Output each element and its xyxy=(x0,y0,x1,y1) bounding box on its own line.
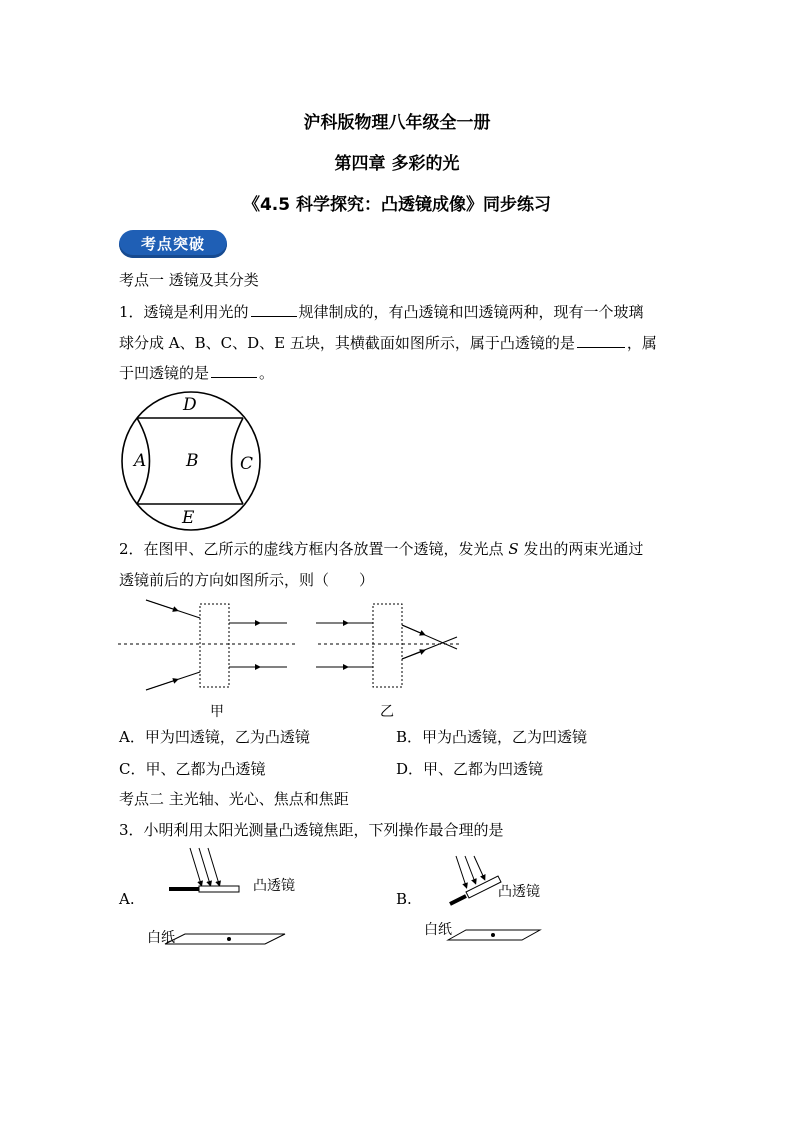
doc-title: 沪科版物理八年级全一册 xyxy=(303,113,491,133)
sun-ray xyxy=(456,856,466,886)
light-spot xyxy=(491,933,495,937)
lens-box-jia xyxy=(200,604,229,687)
q1-text: 规律制成的，有凸透镜和凹透镜两种，现有一个玻璃 xyxy=(298,303,644,321)
q1-text: 于凹透镜的是 xyxy=(119,364,210,382)
q1-text: 1．透镜是利用光的 xyxy=(119,303,249,321)
answer-blank[interactable] xyxy=(577,333,625,348)
lens-handle xyxy=(169,887,199,891)
chapter-title: 第四章 多彩的光 xyxy=(334,154,460,174)
convex-lens xyxy=(199,886,239,892)
label-yi: 乙 xyxy=(380,704,394,720)
q2-text: 发出的两束光通过 xyxy=(518,540,644,558)
answer-blank[interactable] xyxy=(211,363,257,378)
lens-handle xyxy=(450,896,466,904)
q2-option-d[interactable]: D．甲、乙都为凹透镜 xyxy=(396,760,544,778)
q1-line-2 xyxy=(119,333,657,353)
q1-line-3 xyxy=(119,363,274,383)
q3-option-a[interactable]: A. xyxy=(119,890,135,908)
q3-figure-a xyxy=(145,848,305,948)
sun-ray xyxy=(190,848,201,884)
q2-line-1 xyxy=(119,539,643,559)
label-c: C xyxy=(240,454,254,474)
point-s: S xyxy=(508,540,519,558)
q2-line-2: 透镜前后的方向如图所示，则（ ） xyxy=(119,571,375,589)
lesson-title: 《4.5 科学探究：凸透镜成像》同步练习 xyxy=(242,195,552,215)
label-a: A xyxy=(134,451,147,471)
q1-text: 。 xyxy=(259,364,275,382)
section-badge: 考点突破 xyxy=(119,230,227,258)
lens-pieces-figure xyxy=(120,390,270,532)
q1-text: ，属 xyxy=(626,334,657,352)
q3-option-b[interactable]: B. xyxy=(396,890,412,908)
arrow-in-upper xyxy=(146,600,176,610)
sun-ray xyxy=(465,856,475,882)
lens-label-a: 凸透镜 xyxy=(253,878,295,894)
label-e: E xyxy=(182,508,195,528)
arrow-out-upper-yi xyxy=(402,625,423,634)
sun-ray xyxy=(474,856,484,878)
sun-ray xyxy=(208,848,219,884)
arrow-in-lower xyxy=(146,680,176,690)
q2-text: 2．在图甲、乙所示的虚线方框内各放置一个透镜，发光点 xyxy=(119,540,509,558)
q2-option-b[interactable]: B．甲为凸透镜，乙为凹透镜 xyxy=(396,728,588,746)
q3-figure-b xyxy=(422,852,552,944)
lens-box-yi xyxy=(373,604,402,687)
sun-ray xyxy=(199,848,210,884)
white-paper-a xyxy=(165,934,285,944)
paper-label-b: 白纸 xyxy=(424,922,452,938)
q1-line-1 xyxy=(119,302,644,322)
convex-lens xyxy=(466,876,501,898)
light-spot xyxy=(227,937,231,941)
q2-option-c[interactable]: C．甲、乙都为凸透镜 xyxy=(119,760,266,778)
q1-text: 球分成 A、B、C、D、E 五块，其横截面如图所示，属于凸透镜的是 xyxy=(119,334,575,352)
lens-label-b: 凸透镜 xyxy=(498,884,540,900)
label-jia: 甲 xyxy=(210,704,224,720)
paper-label-a: 白纸 xyxy=(147,930,175,946)
answer-blank[interactable] xyxy=(251,302,297,317)
lens-box-figure xyxy=(118,595,463,723)
q3-stem: 3．小明利用太阳光测量凸透镜焦距，下列操作最合理的是 xyxy=(119,821,504,839)
q2-option-a[interactable]: A．甲为凹透镜，乙为凸透镜 xyxy=(119,728,310,746)
label-b: B xyxy=(186,451,199,471)
section-heading-1: 考点一 透镜及其分类 xyxy=(119,271,259,289)
arrow-out-lower-yi xyxy=(402,651,423,659)
section-heading-2: 考点二 主光轴、光心、焦点和焦距 xyxy=(119,790,349,808)
label-d: D xyxy=(183,395,197,415)
